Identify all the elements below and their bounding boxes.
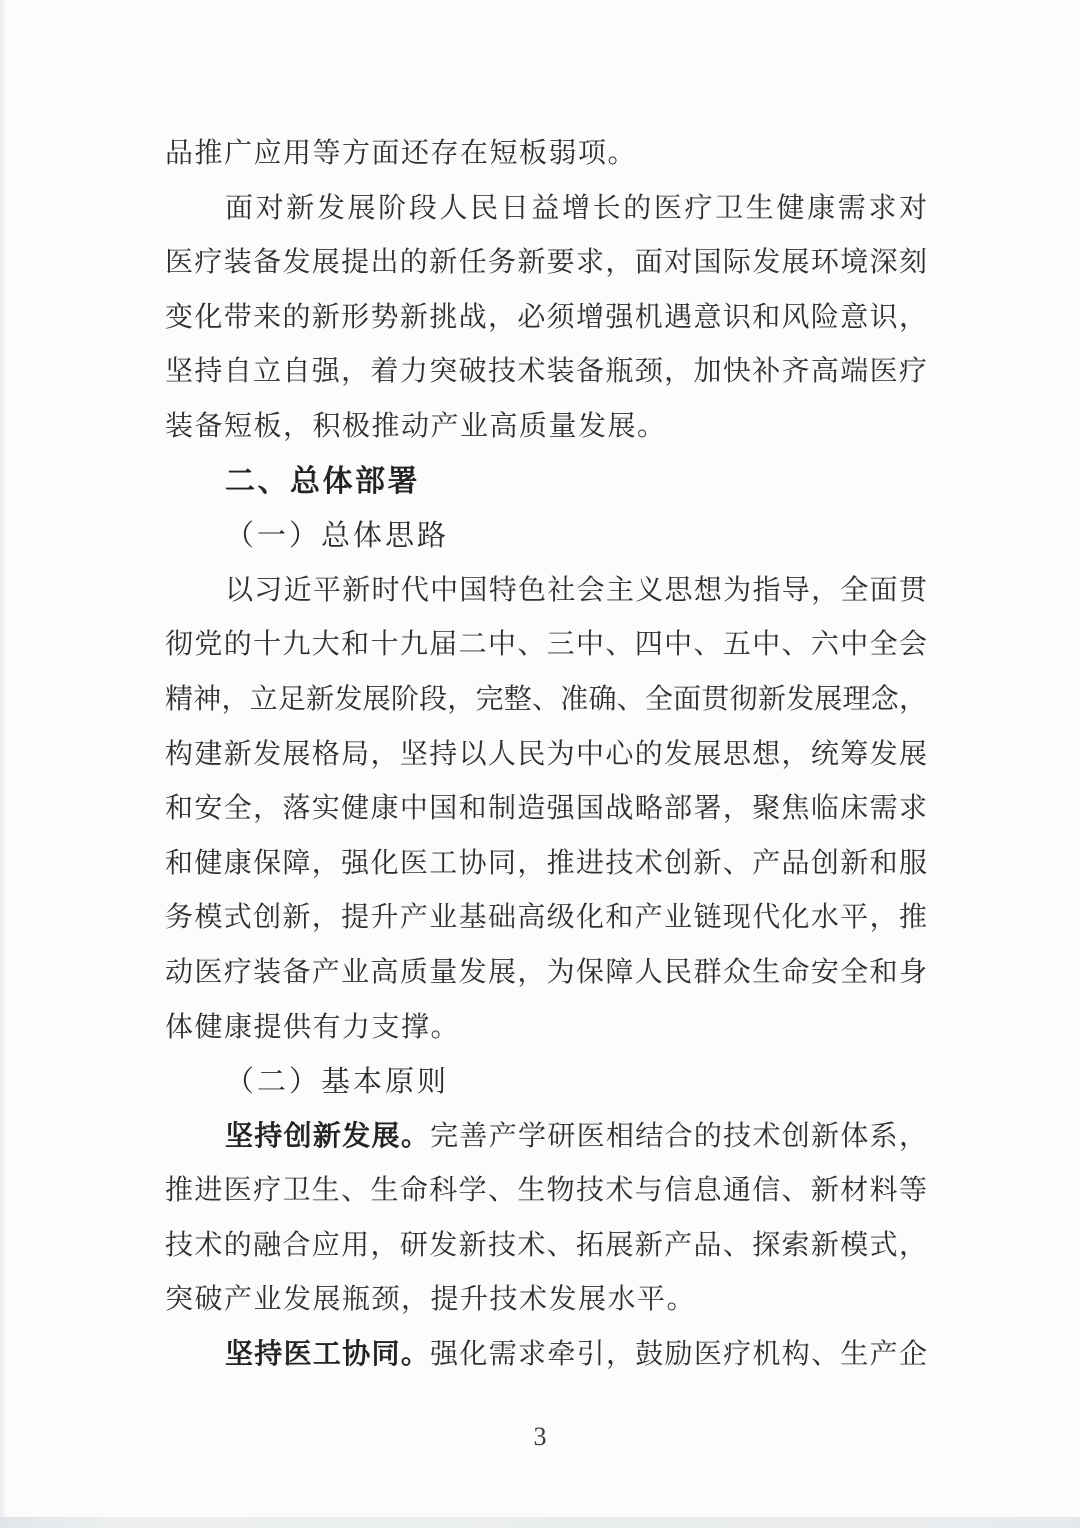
text-run: 和安全，落实健康中国和制造强国战略部署，聚焦临床需求 <box>165 793 927 825</box>
subsection-heading <box>165 1055 927 1110</box>
text-run: 推进医疗卫生、生命科学、生物技术与信息通信、新材料等 <box>165 1175 927 1207</box>
text-run: （一）总体思路 <box>225 520 450 553</box>
text-line <box>165 564 927 619</box>
text-line <box>165 127 927 182</box>
text-run: 技术的融合应用，研发新技术、拓展新产品、探索新模式， <box>165 1229 927 1261</box>
text-line <box>165 345 927 400</box>
text-line <box>165 1219 927 1274</box>
text-run: 动医疗装备产业高质量发展，为保障人民群众生命安全和身 <box>165 956 927 988</box>
section-heading <box>165 455 927 510</box>
text-line <box>165 837 927 892</box>
text-run: 医疗装备发展提出的新任务新要求，面对国际发展环境深刻 <box>165 247 927 279</box>
text-run: 面对新发展阶段人民日益增长的医疗卫生健康需求对 <box>225 192 927 224</box>
text-run: 变化带来的新形势新挑战，必须增强机遇意识和风险意识， <box>165 301 927 333</box>
text-run: 品推广应用等方面还存在短板弱项。 <box>165 138 638 169</box>
text-run: 完善产学研医相结合的技术创新体系， <box>430 1120 927 1152</box>
text-line <box>165 1328 927 1383</box>
text-run: 和健康保障，强化医工协同，推进技术创新、产品创新和服 <box>165 847 927 879</box>
text-run: 务模式创新，提升产业基础高级化和产业链现代化水平，推 <box>165 902 927 934</box>
text-line <box>165 1001 927 1056</box>
text-line <box>165 400 927 455</box>
text-run: 构建新发展格局，坚持以人民为中心的发展思想，统筹发展 <box>165 738 927 770</box>
text-line <box>165 291 927 346</box>
text-line <box>165 1110 927 1165</box>
bold-text-run: 坚持医工协同。 <box>225 1339 431 1371</box>
text-run: 装备短板，积极推动产业高质量发展。 <box>165 410 667 442</box>
text-line <box>165 673 927 728</box>
text-line <box>165 236 927 291</box>
text-run: 精神，立足新发展阶段，完整、准确、全面贯彻新发展理念， <box>165 683 927 715</box>
text-run: （二）基本原则 <box>225 1066 450 1099</box>
text-line <box>165 182 927 237</box>
bold-text-run: 坚持创新发展。 <box>225 1120 431 1152</box>
text-run: 以习近平新时代中国特色社会主义思想为指导，全面贯 <box>225 574 927 606</box>
text-run: 突破产业发展瓶颈，提升技术发展水平。 <box>165 1284 697 1316</box>
text-line <box>165 782 927 837</box>
scan-artifact-left-edge <box>0 0 7 1528</box>
text-run: 体健康提供有力支撑。 <box>165 1011 461 1043</box>
text-line <box>165 1273 927 1328</box>
text-line <box>165 618 927 673</box>
page-number: 3 <box>533 1422 547 1451</box>
bold-text-run: 二、总体部署 <box>225 464 420 498</box>
text-run: 彻党的十九大和十九届二中、三中、四中、五中、六中全会 <box>165 629 927 661</box>
document-body <box>165 127 927 1383</box>
text-run: 强化需求牵引，鼓励医疗机构、生产企 <box>430 1339 927 1371</box>
text-line <box>165 728 927 783</box>
text-line <box>165 1164 927 1219</box>
subsection-heading <box>165 509 927 564</box>
scan-artifact-bottom-edge <box>0 1517 1080 1528</box>
text-line <box>165 946 927 1001</box>
text-run: 坚持自立自强，着力突破技术装备瓶颈，加快补齐高端医疗 <box>165 356 927 388</box>
text-line <box>165 891 927 946</box>
